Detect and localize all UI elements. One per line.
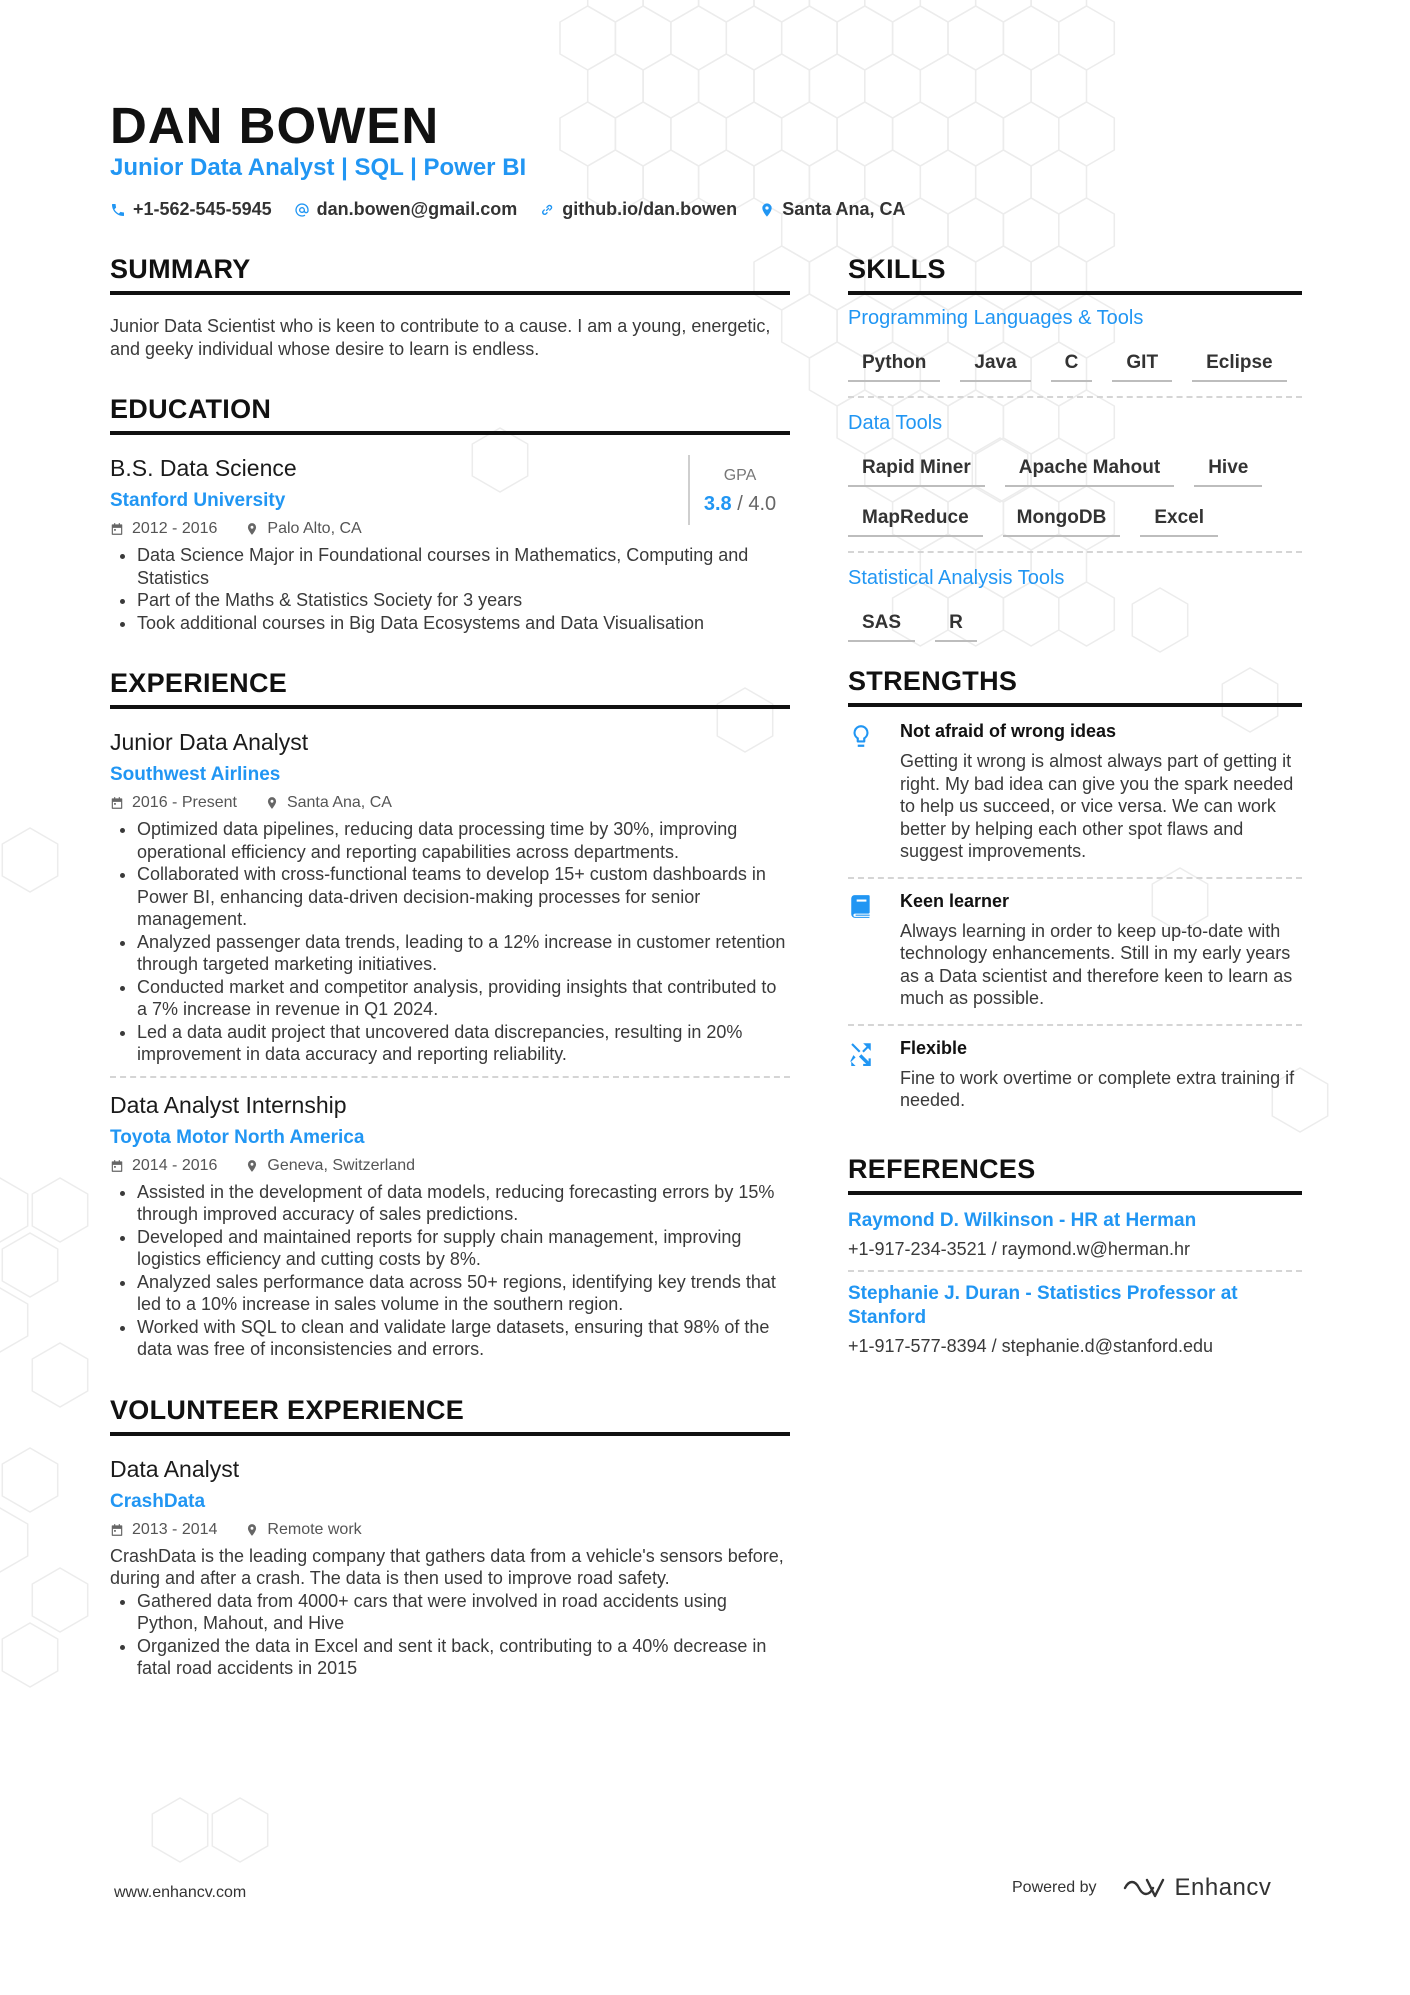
strength-body: [900, 891, 1302, 1010]
school-name: Stanford University: [110, 490, 286, 511]
list-item: • Organized the data in Excel and sent it back, contributing to a 40% decrease in fatal road accidents in 2015: [137, 1635, 790, 1680]
skills-divider: [848, 396, 1302, 398]
contact-phone[interactable]: [110, 199, 272, 220]
location-pin-icon: [265, 796, 279, 810]
education-heading: EDUCATION: [110, 394, 790, 435]
education-bullets: [110, 544, 790, 634]
volunteer-description: CrashData is the leading company that gathers data from a vehicle's sensors before, during and after a crash. The data is then used to improve road safety.: [110, 1545, 784, 1588]
entry-divider: [848, 1270, 1302, 1272]
strength-item: [848, 721, 1302, 879]
list-item: • Optimized data pipelines, reducing data processing time by 30%, improving operational efficiency and reporting capabilities across departments.: [137, 818, 790, 863]
flexible-arrows-icon: [848, 1040, 874, 1066]
phone-text: +1-562-545-5945: [133, 199, 272, 219]
skill-tag: Hive: [1194, 453, 1262, 487]
job-bullets: [110, 1181, 790, 1361]
gpa-separator: /: [731, 493, 749, 515]
company-name: Southwest Airlines: [110, 764, 281, 785]
strength-item: [848, 891, 1302, 1026]
volunteer-dates-text: 2013 - 2014: [132, 1520, 218, 1538]
contact-bar: [110, 199, 906, 220]
experience-entry: [110, 1092, 790, 1361]
job-location-text: Santa Ana, CA: [286, 794, 392, 811]
candidate-headline: Junior Data Analyst | SQL | Power BI: [110, 154, 527, 181]
job-meta: [110, 794, 790, 812]
skill-tag: Python: [848, 348, 940, 382]
reference-item: [848, 1209, 1302, 1260]
strength-item: [848, 1038, 1302, 1126]
left-column: [110, 254, 790, 1714]
strengths-heading: STRENGTHS: [848, 666, 1302, 707]
contact-website[interactable]: [539, 199, 737, 220]
skill-tag: C: [1051, 348, 1093, 382]
list-item: • Worked with SQL to clean and validate large datasets, ensuring that 98% of the data was free of inconsistencies and errors.: [137, 1316, 790, 1361]
calendar-icon: [110, 522, 124, 536]
summary-heading: SUMMARY: [110, 254, 790, 295]
skill-tag: MapReduce: [848, 503, 983, 537]
gpa-box: [688, 455, 790, 525]
education-location: [245, 520, 361, 538]
education-dates: [110, 520, 217, 538]
link-icon: [539, 202, 555, 218]
brand-name: Enhancv: [1174, 1874, 1272, 1901]
strength-icon-wrap: [848, 1038, 880, 1112]
candidate-name: DAN BOWEN: [110, 97, 440, 154]
location-pin-icon: [759, 202, 775, 218]
volunteer-bullets: [110, 1590, 790, 1680]
education-location-text: Palo Alto, CA: [267, 520, 362, 537]
list-item: • Conducted market and competitor analysis, providing insights that contributed to a 7% increase in revenue in Q1 2024.: [137, 976, 790, 1021]
strength-title: Keen learner: [900, 890, 1010, 911]
location-pin-icon: [245, 522, 259, 536]
list-item: • Data Science Major in Foundational courses in Mathematics, Computing and Statistics: [137, 544, 790, 589]
list-item: • Took additional courses in Big Data Ecosystems and Data Visualisation: [137, 612, 790, 635]
skill-tag: Eclipse: [1192, 348, 1287, 382]
reference-name: Raymond D. Wilkinson - HR at Herman: [848, 1209, 1197, 1231]
job-dates-text: 2014 - 2016: [132, 1156, 218, 1174]
location-pin-icon: [245, 1523, 259, 1537]
references-heading: REFERENCES: [848, 1154, 1302, 1195]
company-name: Toyota Motor North America: [110, 1126, 365, 1148]
education-section: [110, 394, 790, 634]
enhancv-logo-icon: [1121, 1876, 1165, 1900]
skill-tags: [848, 453, 1302, 537]
list-item: • Analyzed passenger data trends, leading to a 12% increase in customer retention through targeted marketing initiatives.: [137, 931, 790, 976]
skills-section: [848, 254, 1302, 642]
skill-tags: [848, 348, 1302, 382]
strength-title: Flexible: [900, 1037, 968, 1058]
calendar-icon: [110, 1159, 124, 1173]
volunteer-section: [110, 1395, 790, 1680]
list-item: • Part of the Maths & Statistics Society for 3 years: [137, 589, 790, 612]
job-dates: [110, 794, 237, 812]
strength-desc: Always learning in order to keep up-to-date with technology enhancements. Still in my early years as a Data scientist and therefore keen to learn as much as possible.: [900, 920, 1293, 1008]
list-item: • Assisted in the development of data models, reducing forecasting errors by 15% through improved accuracy of sales predictions.: [137, 1181, 790, 1226]
skill-tag: Apache Mahout: [1005, 453, 1174, 487]
gpa-value-line: [690, 493, 790, 516]
job-location-text: Geneva, Switzerland: [267, 1156, 416, 1174]
job-meta: [110, 1157, 790, 1175]
reference-name: Stephanie J. Duran - Statistics Professor at Stanford: [848, 1282, 1238, 1328]
strengths-section: [848, 666, 1302, 1126]
job-bullets: [110, 818, 790, 1066]
location-text: Santa Ana, CA: [782, 199, 906, 219]
strength-desc: Fine to work overtime or complete extra training if needed.: [900, 1067, 1295, 1110]
phone-icon: [110, 202, 126, 218]
skills-heading: SKILLS: [848, 254, 1302, 295]
volunteer-location: [245, 1521, 361, 1539]
volunteer-role: Data Analyst: [110, 1455, 240, 1482]
volunteer-dates: [110, 1521, 217, 1539]
calendar-icon: [110, 1523, 124, 1537]
education-dates-text: 2012 - 2016: [132, 520, 218, 537]
reference-contact: +1-917-577-8394 / stephanie.d@stanford.edu: [848, 1335, 1214, 1356]
job-dates-text: 2016 - Present: [132, 794, 237, 811]
list-item: • Analyzed sales performance data across 50+ regions, identifying key trends that led to a 10% increase in sales volume in the southern region.: [137, 1271, 790, 1316]
gpa-score: 3.8: [703, 493, 732, 515]
at-icon: [294, 202, 310, 218]
email-text: dan.bowen@gmail.com: [316, 199, 518, 219]
right-column: [848, 254, 1302, 1391]
skill-tag: R: [935, 608, 977, 642]
strength-icon-wrap: [848, 721, 880, 863]
calendar-icon: [110, 796, 124, 810]
skill-tag: Excel: [1140, 503, 1218, 537]
skill-tag: MongoDB: [1003, 503, 1121, 537]
footer-website[interactable]: www.enhancv.com: [114, 1884, 247, 1901]
gpa-max: 4.0: [748, 493, 777, 515]
education-entry: [110, 455, 790, 634]
experience-section: [110, 668, 790, 1361]
entry-divider: [110, 1076, 790, 1078]
location-pin-icon: [245, 1159, 259, 1173]
list-item: • Gathered data from 4000+ cars that were involved in road accidents using Python, Mahout, and Hive: [137, 1590, 790, 1635]
summary-text: Junior Data Scientist who is keen to contribute to a cause. I am a young, energetic, and geeky individual whose desire to learn is endless.: [110, 316, 771, 359]
contact-email[interactable]: [294, 199, 518, 220]
reference-item: [848, 1282, 1302, 1357]
book-icon: [848, 893, 874, 919]
skill-tags: [848, 608, 1302, 642]
job-title: Junior Data Analyst: [110, 729, 309, 755]
list-item: • Developed and maintained reports for supply chain management, improving logistics efficiency and cutting costs by 8%.: [137, 1226, 790, 1271]
strength-body: [900, 721, 1302, 863]
skills-divider: [848, 551, 1302, 553]
experience-entry: [110, 729, 790, 1066]
volunteer-location-text: Remote work: [267, 1520, 362, 1538]
skill-tag: SAS: [848, 608, 915, 642]
references-section: [848, 1154, 1302, 1357]
job-location: [265, 794, 392, 812]
list-item: • Collaborated with cross-functional teams to develop 15+ custom dashboards in Power BI, enhancing data-driven decision-making processes for senior management.: [137, 863, 790, 931]
skill-tag: Rapid Miner: [848, 453, 985, 487]
reference-contact: +1-917-234-3521 / raymond.w@herman.hr: [848, 1238, 1190, 1259]
degree-title: B.S. Data Science: [110, 455, 297, 481]
volunteer-meta: [110, 1521, 790, 1539]
job-title: Data Analyst Internship: [110, 1091, 347, 1118]
skill-category: Programming Languages & Tools: [848, 307, 1144, 329]
job-dates: [110, 1157, 217, 1175]
brand-logo[interactable]: [1121, 1874, 1272, 1902]
job-location: [245, 1157, 415, 1175]
experience-heading: EXPERIENCE: [110, 668, 790, 709]
footer-brand: [1012, 1874, 1271, 1902]
skill-tag: Java: [960, 348, 1030, 382]
strength-desc: Getting it wrong is almost always part of getting it right. My bad idea can give you the spark needed to help us succeed, or vice versa. We can work better by helping each other spot flaws and suggest improvements.: [900, 751, 1294, 861]
gpa-label: GPA: [723, 467, 757, 484]
strength-icon-wrap: [848, 891, 880, 1010]
strength-title: Not afraid of wrong ideas: [900, 721, 1117, 741]
contact-location: [759, 199, 905, 220]
summary-section: [110, 254, 790, 360]
list-item: • Led a data audit project that uncovered data discrepancies, resulting in 20% improvement in data accuracy and reporting reliability.: [137, 1021, 790, 1066]
volunteer-heading: VOLUNTEER EXPERIENCE: [110, 1395, 790, 1436]
skill-tag: GIT: [1112, 348, 1172, 382]
skill-category: Data Tools: [848, 412, 943, 434]
volunteer-org: CrashData: [110, 1490, 206, 1512]
powered-by-label: Powered by: [1012, 1879, 1097, 1896]
skill-category: Statistical Analysis Tools: [848, 567, 1065, 589]
website-text: github.io/dan.bowen: [562, 199, 738, 219]
lightbulb-icon: [848, 723, 874, 749]
strength-body: [900, 1038, 1302, 1112]
